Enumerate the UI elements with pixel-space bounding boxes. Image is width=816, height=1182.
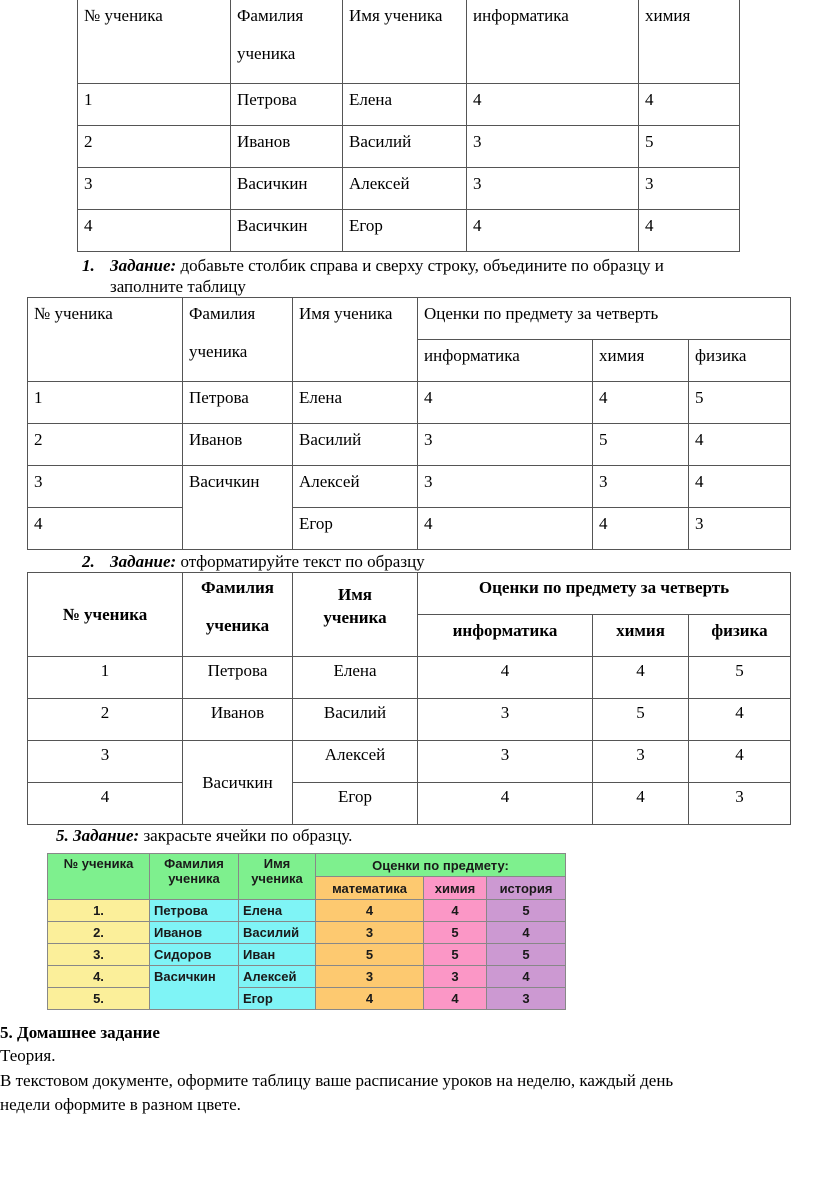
table-original (77, 0, 740, 252)
table-header-row (78, 0, 740, 84)
table-colored-sample (47, 853, 566, 1010)
header-grades-group: Оценки по предмету за четверть (418, 298, 791, 340)
table-row (28, 382, 791, 424)
header-chemistry: химия (593, 340, 689, 382)
header-surname: Фамилия ученика (183, 573, 293, 657)
cell-name: Василий (239, 922, 316, 944)
homework-title: 5. Домашнее задание (0, 1023, 160, 1042)
header-num: № ученика (28, 573, 183, 657)
table-row (78, 126, 740, 168)
cell-math: 3 (316, 922, 424, 944)
task-2-label: Задание: (110, 552, 177, 571)
cell-chemistry: 5 (424, 944, 487, 966)
cell-name: Василий (293, 424, 418, 466)
header-informatics: информатика (467, 0, 639, 84)
cell-physics: 3 (689, 783, 791, 825)
table-row (48, 966, 566, 988)
cell-physics: 5 (689, 657, 791, 699)
cell-informatics: 4 (418, 657, 593, 699)
cell-name: Алексей (293, 741, 418, 783)
cell-informatics: 4 (467, 84, 639, 126)
cell-name: Елена (293, 657, 418, 699)
cell-history: 4 (487, 966, 566, 988)
header-chemistry: химия (424, 877, 487, 900)
homework-line-1: Теория. (0, 1046, 56, 1065)
header-physics: физика (689, 615, 791, 657)
cell-surname: Петрова (231, 84, 343, 126)
header-num: № ученика (48, 854, 150, 900)
cell-surname: Петрова (183, 382, 293, 424)
cell-math: 4 (316, 988, 424, 1010)
cell-history: 4 (487, 922, 566, 944)
table-row (28, 508, 791, 550)
cell-name: Алексей (343, 168, 467, 210)
cell-chemistry: 5 (424, 922, 487, 944)
header-chemistry: химия (593, 615, 689, 657)
table-row (28, 424, 791, 466)
header-surname: Фамилия ученика (183, 298, 293, 382)
table-row (28, 657, 791, 699)
cell-num: 3. (48, 944, 150, 966)
header-name: Имя ученика (239, 854, 316, 900)
table-row (48, 922, 566, 944)
cell-name: Егор (343, 210, 467, 252)
task-5 (56, 826, 352, 845)
cell-chemistry: 4 (639, 210, 740, 252)
table-row (28, 466, 791, 508)
cell-num: 1. (48, 900, 150, 922)
task-5-label: Задание: (73, 826, 140, 845)
cell-name: Иван (239, 944, 316, 966)
header-physics: физика (689, 340, 791, 382)
cell-chemistry: 4 (639, 84, 740, 126)
cell-name: Василий (343, 126, 467, 168)
header-num: № ученика (28, 298, 183, 382)
cell-name: Егор (293, 783, 418, 825)
cell-chemistry: 3 (639, 168, 740, 210)
cell-informatics: 3 (467, 168, 639, 210)
cell-math: 3 (316, 966, 424, 988)
cell-name: Алексей (293, 466, 418, 508)
cell-num: 4. (48, 966, 150, 988)
table-row (28, 741, 791, 783)
cell-informatics: 4 (418, 382, 593, 424)
cell-surname: Сидоров (150, 944, 239, 966)
cell-surname: Петрова (150, 900, 239, 922)
task-5-text: закрасьте ячейки по образцу. (143, 826, 353, 845)
cell-surname: Петрова (183, 657, 293, 699)
cell-num: 3 (28, 466, 183, 508)
cell-num: 1 (78, 84, 231, 126)
cell-history: 3 (487, 988, 566, 1010)
cell-informatics: 4 (467, 210, 639, 252)
cell-informatics: 3 (467, 126, 639, 168)
cell-surname-merged: Васичкин (183, 741, 293, 825)
cell-chemistry: 4 (424, 988, 487, 1010)
cell-chemistry: 3 (424, 966, 487, 988)
header-history: история (487, 877, 566, 900)
table-formatted (27, 572, 791, 825)
cell-chemistry: 4 (593, 382, 689, 424)
cell-informatics: 4 (418, 508, 593, 550)
cell-informatics: 3 (418, 424, 593, 466)
cell-name: Елена (293, 382, 418, 424)
cell-surname-merged: Васичкин (183, 466, 293, 550)
cell-chemistry: 5 (593, 699, 689, 741)
table-header-row (48, 854, 566, 877)
cell-informatics: 3 (418, 741, 593, 783)
task-2-number: 2. (82, 552, 95, 571)
task-2-text: отформатируйте текст по образцу (180, 552, 425, 571)
cell-physics: 4 (689, 699, 791, 741)
header-num: № ученика (78, 0, 231, 84)
cell-chemistry: 4 (593, 657, 689, 699)
header-grades-group: Оценки по предмету: (316, 854, 566, 877)
cell-num: 2. (48, 922, 150, 944)
header-name: Имя ученика (293, 573, 418, 657)
cell-history: 5 (487, 944, 566, 966)
header-informatics: информатика (418, 340, 593, 382)
cell-num: 2 (28, 699, 183, 741)
cell-num: 4 (28, 783, 183, 825)
cell-surname: Васичкин (231, 210, 343, 252)
cell-num: 4 (28, 508, 183, 550)
task-5-number: 5. (56, 826, 69, 845)
cell-surname: Иванов (183, 699, 293, 741)
cell-num: 2 (28, 424, 183, 466)
cell-math: 4 (316, 900, 424, 922)
cell-physics: 3 (689, 508, 791, 550)
task-1-label: Задание: (110, 256, 177, 275)
cell-math: 5 (316, 944, 424, 966)
header-informatics: информатика (418, 615, 593, 657)
cell-surname: Иванов (150, 922, 239, 944)
table-row (78, 84, 740, 126)
cell-chemistry: 5 (639, 126, 740, 168)
table-header-row (28, 573, 791, 615)
cell-surname: Иванов (183, 424, 293, 466)
task-1-text-continued: заполните таблицу (110, 277, 246, 296)
table-row (78, 168, 740, 210)
cell-name: Елена (239, 900, 316, 922)
cell-num: 3 (78, 168, 231, 210)
cell-informatics: 4 (418, 783, 593, 825)
cell-physics: 5 (689, 382, 791, 424)
cell-surname: Иванов (231, 126, 343, 168)
table-row (48, 988, 566, 1010)
cell-name: Василий (293, 699, 418, 741)
cell-chemistry: 3 (593, 741, 689, 783)
cell-name: Егор (239, 988, 316, 1010)
cell-chemistry: 3 (593, 466, 689, 508)
cell-chemistry: 4 (593, 783, 689, 825)
header-surname: Фамилия ученика (231, 0, 343, 84)
header-surname: Фамилия ученика (150, 854, 239, 900)
homework-line-2: В текстовом документе, оформите таблицу ваше расписание уроков на неделю, каждый день (0, 1071, 674, 1090)
cell-physics: 4 (689, 466, 791, 508)
table-row (28, 783, 791, 825)
task-2 (82, 552, 425, 571)
header-name: Имя ученика (293, 298, 418, 382)
task-1 (82, 256, 664, 275)
task-1-number: 1. (82, 256, 95, 275)
header-name: Имя ученика (343, 0, 467, 84)
cell-history: 5 (487, 900, 566, 922)
header-chemistry: химия (639, 0, 740, 84)
cell-name: Елена (343, 84, 467, 126)
cell-physics: 4 (689, 741, 791, 783)
cell-surname: Васичкин (231, 168, 343, 210)
cell-name: Алексей (239, 966, 316, 988)
table-row (28, 699, 791, 741)
table-row (78, 210, 740, 252)
cell-chemistry: 4 (424, 900, 487, 922)
cell-num: 1 (28, 657, 183, 699)
homework-line-3: недели оформите в разном цвете. (0, 1095, 241, 1114)
cell-num: 4 (78, 210, 231, 252)
table-row (48, 900, 566, 922)
table-row (48, 944, 566, 966)
cell-name: Егор (293, 508, 418, 550)
header-grades-group: Оценки по предмету за четверть (418, 573, 791, 615)
cell-chemistry: 5 (593, 424, 689, 466)
task-1-text: добавьте столбик справа и сверху строку, объедините по образцу и (180, 256, 664, 275)
header-math: математика (316, 877, 424, 900)
table-header-row (28, 298, 791, 340)
table-merged (27, 297, 791, 550)
cell-num: 1 (28, 382, 183, 424)
cell-num: 2 (78, 126, 231, 168)
cell-num: 3 (28, 741, 183, 783)
cell-num: 5. (48, 988, 150, 1010)
cell-chemistry: 4 (593, 508, 689, 550)
cell-informatics: 3 (418, 466, 593, 508)
cell-surname-merged: Васичкин (150, 966, 239, 1010)
cell-physics: 4 (689, 424, 791, 466)
cell-informatics: 3 (418, 699, 593, 741)
